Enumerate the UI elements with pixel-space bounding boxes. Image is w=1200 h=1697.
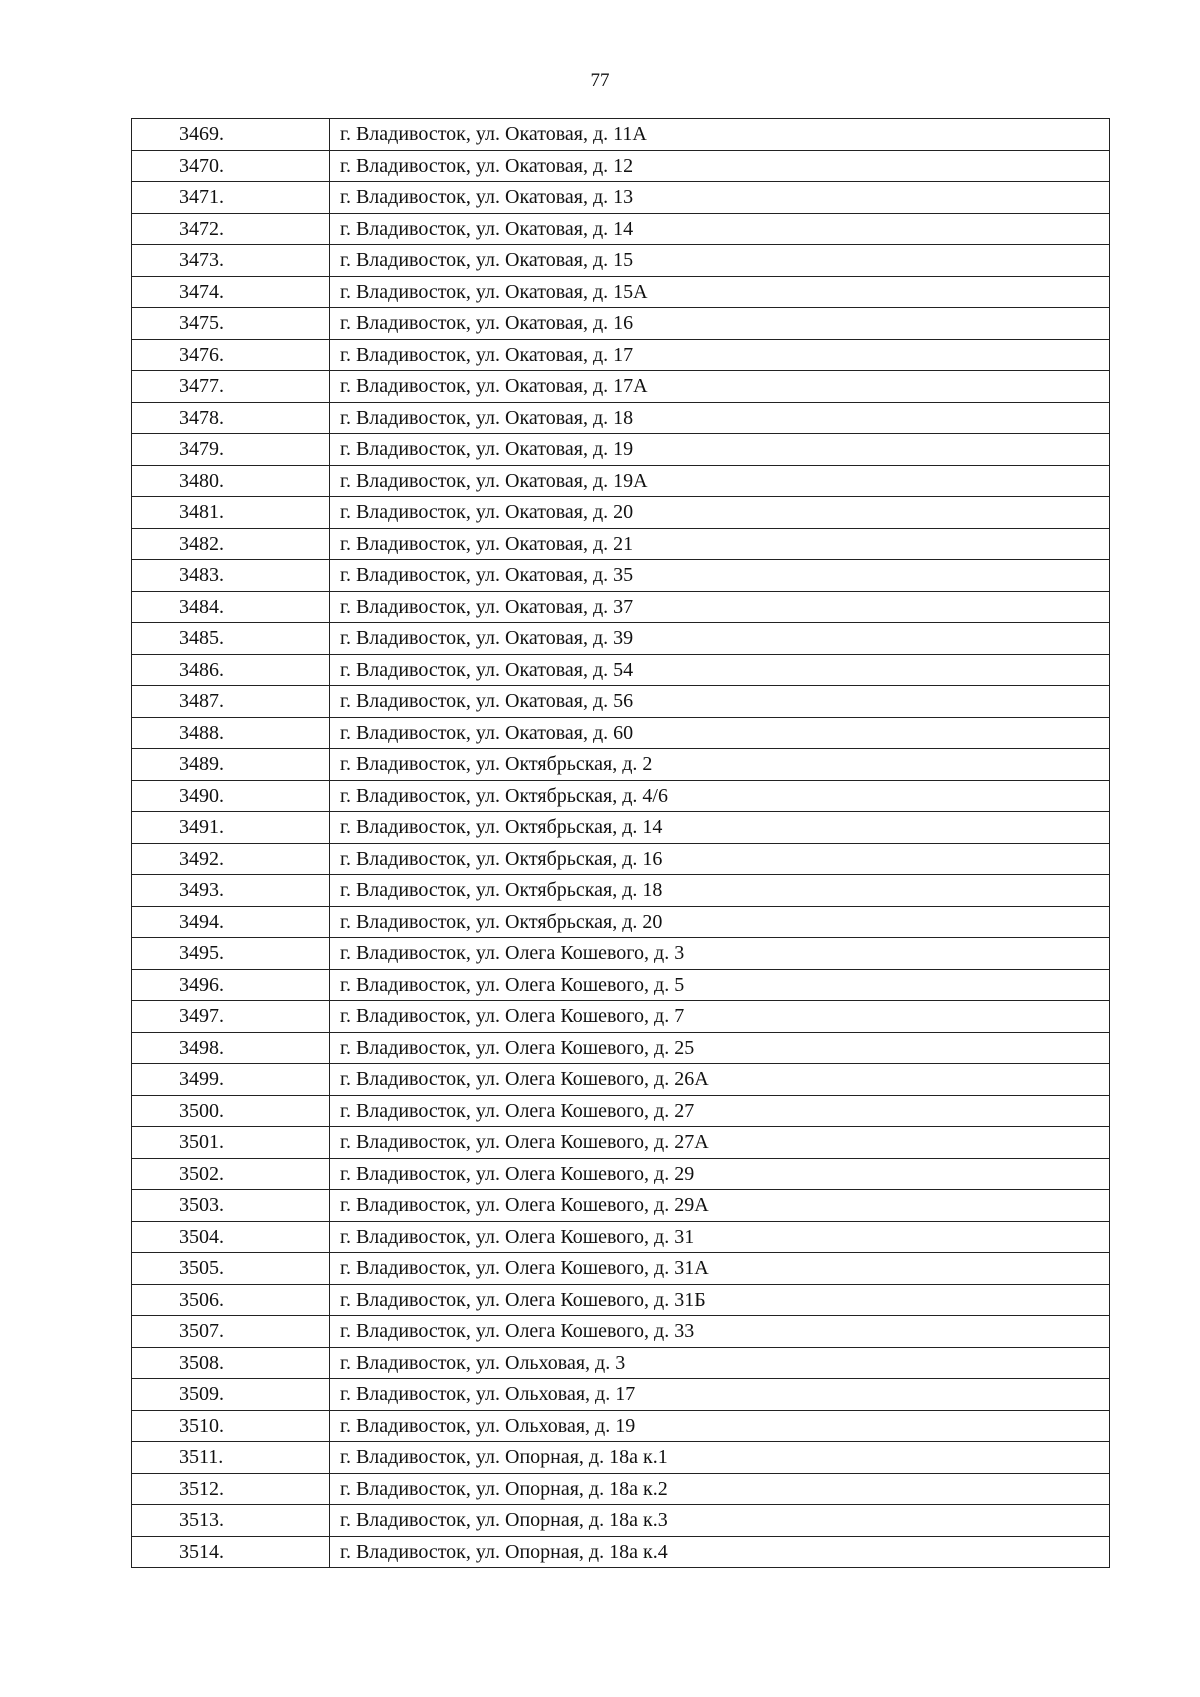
- row-number: 3499.: [132, 1064, 330, 1096]
- row-number: 3491.: [132, 812, 330, 844]
- table-row: [132, 1095, 1110, 1127]
- row-address: г. Владивосток, ул. Олега Кошевого, д. 7: [330, 1001, 1110, 1033]
- row-number: 3493.: [132, 875, 330, 907]
- table-row: [132, 434, 1110, 466]
- table-row: [132, 969, 1110, 1001]
- row-number: 3500.: [132, 1095, 330, 1127]
- row-number: 3489.: [132, 749, 330, 781]
- row-number: 3470.: [132, 150, 330, 182]
- row-number: 3486.: [132, 654, 330, 686]
- row-address: г. Владивосток, ул. Окатовая, д. 60: [330, 717, 1110, 749]
- row-number: 3476.: [132, 339, 330, 371]
- table-row: [132, 150, 1110, 182]
- table-row: [132, 1032, 1110, 1064]
- table-row: [132, 1316, 1110, 1348]
- row-address: г. Владивосток, ул. Олега Кошевого, д. 27А: [330, 1127, 1110, 1159]
- row-address: г. Владивосток, ул. Окатовая, д. 35: [330, 560, 1110, 592]
- row-address: г. Владивосток, ул. Олега Кошевого, д. 25: [330, 1032, 1110, 1064]
- row-number: 3506.: [132, 1284, 330, 1316]
- row-address: г. Владивосток, ул. Окатовая, д. 54: [330, 654, 1110, 686]
- row-number: 3479.: [132, 434, 330, 466]
- table-row: [132, 1221, 1110, 1253]
- table-row: [132, 1284, 1110, 1316]
- table-row: [132, 717, 1110, 749]
- row-address: г. Владивосток, ул. Окатовая, д. 14: [330, 213, 1110, 245]
- row-address: г. Владивосток, ул. Окатовая, д. 12: [330, 150, 1110, 182]
- row-number: 3509.: [132, 1379, 330, 1411]
- table-row: [132, 245, 1110, 277]
- row-number: 3480.: [132, 465, 330, 497]
- table-row: [132, 1158, 1110, 1190]
- row-number: 3481.: [132, 497, 330, 529]
- page-number: 77: [590, 70, 610, 91]
- table-row: [132, 938, 1110, 970]
- row-number: 3485.: [132, 623, 330, 655]
- row-address: г. Владивосток, ул. Олега Кошевого, д. 31: [330, 1221, 1110, 1253]
- table-row: [132, 686, 1110, 718]
- row-number: 3478.: [132, 402, 330, 434]
- row-number: 3483.: [132, 560, 330, 592]
- row-address: г. Владивосток, ул. Олега Кошевого, д. 26А: [330, 1064, 1110, 1096]
- row-number: 3512.: [132, 1473, 330, 1505]
- table-row: [132, 1473, 1110, 1505]
- row-number: 3471.: [132, 182, 330, 214]
- table-row: [132, 654, 1110, 686]
- row-number: 3484.: [132, 591, 330, 623]
- row-number: 3475.: [132, 308, 330, 340]
- row-number: 3488.: [132, 717, 330, 749]
- row-address: г. Владивосток, ул. Олега Кошевого, д. 5: [330, 969, 1110, 1001]
- table-row: [132, 497, 1110, 529]
- row-number: 3469.: [132, 119, 330, 151]
- row-number: 3497.: [132, 1001, 330, 1033]
- row-address: г. Владивосток, ул. Окатовая, д. 18: [330, 402, 1110, 434]
- table-row: [132, 843, 1110, 875]
- row-address: г. Владивосток, ул. Окатовая, д. 17А: [330, 371, 1110, 403]
- table-row: [132, 1064, 1110, 1096]
- table-row: [132, 276, 1110, 308]
- table-row: [132, 402, 1110, 434]
- row-number: 3472.: [132, 213, 330, 245]
- table-row: [132, 1536, 1110, 1568]
- row-address: г. Владивосток, ул. Олега Кошевого, д. 31А: [330, 1253, 1110, 1285]
- row-number: 3510.: [132, 1410, 330, 1442]
- table-row: [132, 1347, 1110, 1379]
- table-row: [132, 182, 1110, 214]
- row-address: г. Владивосток, ул. Октябрьская, д. 4/6: [330, 780, 1110, 812]
- table-row: [132, 623, 1110, 655]
- table-row: [132, 1253, 1110, 1285]
- table-row: [132, 749, 1110, 781]
- table-row: [132, 591, 1110, 623]
- table-row: [132, 1505, 1110, 1537]
- row-address: г. Владивосток, ул. Олега Кошевого, д. 3: [330, 938, 1110, 970]
- table-row: [132, 308, 1110, 340]
- table-row: [132, 780, 1110, 812]
- row-address: г. Владивосток, ул. Окатовая, д. 39: [330, 623, 1110, 655]
- row-number: 3496.: [132, 969, 330, 1001]
- row-address: г. Владивосток, ул. Окатовая, д. 20: [330, 497, 1110, 529]
- row-address: г. Владивосток, ул. Ольховая, д. 3: [330, 1347, 1110, 1379]
- row-address: г. Владивосток, ул. Октябрьская, д. 2: [330, 749, 1110, 781]
- table-row: [132, 906, 1110, 938]
- row-address: г. Владивосток, ул. Октябрьская, д. 16: [330, 843, 1110, 875]
- row-address: г. Владивосток, ул. Опорная, д. 18а к.1: [330, 1442, 1110, 1474]
- row-address: г. Владивосток, ул. Опорная, д. 18а к.2: [330, 1473, 1110, 1505]
- row-address: г. Владивосток, ул. Октябрьская, д. 18: [330, 875, 1110, 907]
- row-address: г. Владивосток, ул. Окатовая, д. 21: [330, 528, 1110, 560]
- row-number: 3502.: [132, 1158, 330, 1190]
- row-address: г. Владивосток, ул. Олега Кошевого, д. 31Б: [330, 1284, 1110, 1316]
- row-address: г. Владивосток, ул. Окатовая, д. 19А: [330, 465, 1110, 497]
- row-address: г. Владивосток, ул. Опорная, д. 18а к.3: [330, 1505, 1110, 1537]
- table-row: [132, 371, 1110, 403]
- row-address: г. Владивосток, ул. Окатовая, д. 15: [330, 245, 1110, 277]
- row-address: г. Владивосток, ул. Окатовая, д. 11А: [330, 119, 1110, 151]
- row-address: г. Владивосток, ул. Октябрьская, д. 20: [330, 906, 1110, 938]
- row-number: 3495.: [132, 938, 330, 970]
- table-body: [132, 119, 1110, 1568]
- table-row: [132, 339, 1110, 371]
- table-row: [132, 1410, 1110, 1442]
- table-row: [132, 119, 1110, 151]
- row-number: 3504.: [132, 1221, 330, 1253]
- row-number: 3498.: [132, 1032, 330, 1064]
- row-address: г. Владивосток, ул. Окатовая, д. 37: [330, 591, 1110, 623]
- row-address: г. Владивосток, ул. Окатовая, д. 17: [330, 339, 1110, 371]
- row-number: 3482.: [132, 528, 330, 560]
- row-address: г. Владивосток, ул. Олега Кошевого, д. 29: [330, 1158, 1110, 1190]
- table-row: [132, 1442, 1110, 1474]
- table-row: [132, 875, 1110, 907]
- row-number: 3513.: [132, 1505, 330, 1537]
- table-row: [132, 812, 1110, 844]
- row-number: 3492.: [132, 843, 330, 875]
- row-address: г. Владивосток, ул. Олега Кошевого, д. 33: [330, 1316, 1110, 1348]
- table-row: [132, 1127, 1110, 1159]
- row-address: г. Владивосток, ул. Ольховая, д. 17: [330, 1379, 1110, 1411]
- row-address: г. Владивосток, ул. Олега Кошевого, д. 27: [330, 1095, 1110, 1127]
- row-address: г. Владивосток, ул. Окатовая, д. 56: [330, 686, 1110, 718]
- row-address: г. Владивосток, ул. Окатовая, д. 16: [330, 308, 1110, 340]
- table-row: [132, 560, 1110, 592]
- row-number: 3508.: [132, 1347, 330, 1379]
- row-address: г. Владивосток, ул. Окатовая, д. 13: [330, 182, 1110, 214]
- row-number: 3477.: [132, 371, 330, 403]
- table-row: [132, 1190, 1110, 1222]
- table-row: [132, 528, 1110, 560]
- row-number: 3494.: [132, 906, 330, 938]
- row-number: 3473.: [132, 245, 330, 277]
- row-number: 3511.: [132, 1442, 330, 1474]
- row-address: г. Владивосток, ул. Октябрьская, д. 14: [330, 812, 1110, 844]
- row-address: г. Владивосток, ул. Опорная, д. 18а к.4: [330, 1536, 1110, 1568]
- row-number: 3490.: [132, 780, 330, 812]
- row-number: 3487.: [132, 686, 330, 718]
- address-table: [131, 118, 1110, 1568]
- row-number: 3505.: [132, 1253, 330, 1285]
- row-number: 3507.: [132, 1316, 330, 1348]
- row-address: г. Владивосток, ул. Окатовая, д. 19: [330, 434, 1110, 466]
- table-row: [132, 1001, 1110, 1033]
- row-number: 3501.: [132, 1127, 330, 1159]
- table-row: [132, 465, 1110, 497]
- row-number: 3514.: [132, 1536, 330, 1568]
- table-row: [132, 213, 1110, 245]
- table-row: [132, 1379, 1110, 1411]
- row-address: г. Владивосток, ул. Окатовая, д. 15А: [330, 276, 1110, 308]
- row-number: 3503.: [132, 1190, 330, 1222]
- row-address: г. Владивосток, ул. Олега Кошевого, д. 29А: [330, 1190, 1110, 1222]
- row-address: г. Владивосток, ул. Ольховая, д. 19: [330, 1410, 1110, 1442]
- row-number: 3474.: [132, 276, 330, 308]
